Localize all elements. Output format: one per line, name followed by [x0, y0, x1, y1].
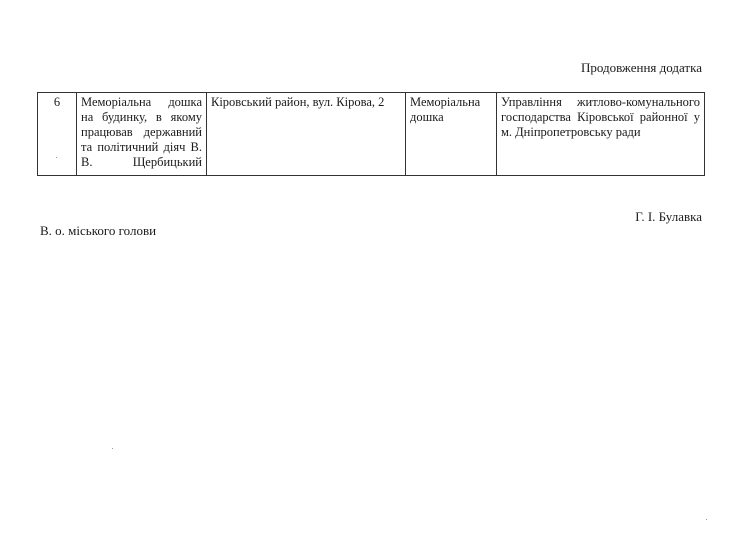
signer-title: В. о. міського голови — [40, 223, 157, 238]
signer-name: Г. І. Булавка — [635, 209, 702, 224]
cell-number: 6 — [38, 93, 77, 176]
table-row — [38, 93, 705, 176]
cell-type: Меморіальна дошка — [406, 93, 497, 176]
continuation-heading: Продовження додатка — [581, 60, 702, 75]
scan-speck — [56, 157, 57, 158]
scan-speck — [706, 519, 707, 520]
cell-organization: Управління житлово-комунального господарства Кіровської районної у м. Дніпропетровську ради — [497, 93, 705, 176]
scan-speck — [112, 448, 113, 449]
cell-object: Меморіальна дошка на будинку, в якому працював державний та політичний діяч В. В. Щербицький — [77, 93, 207, 176]
appendix-table — [37, 92, 705, 176]
cell-address: Кіровський район, вул. Кірова, 2 — [207, 93, 406, 176]
